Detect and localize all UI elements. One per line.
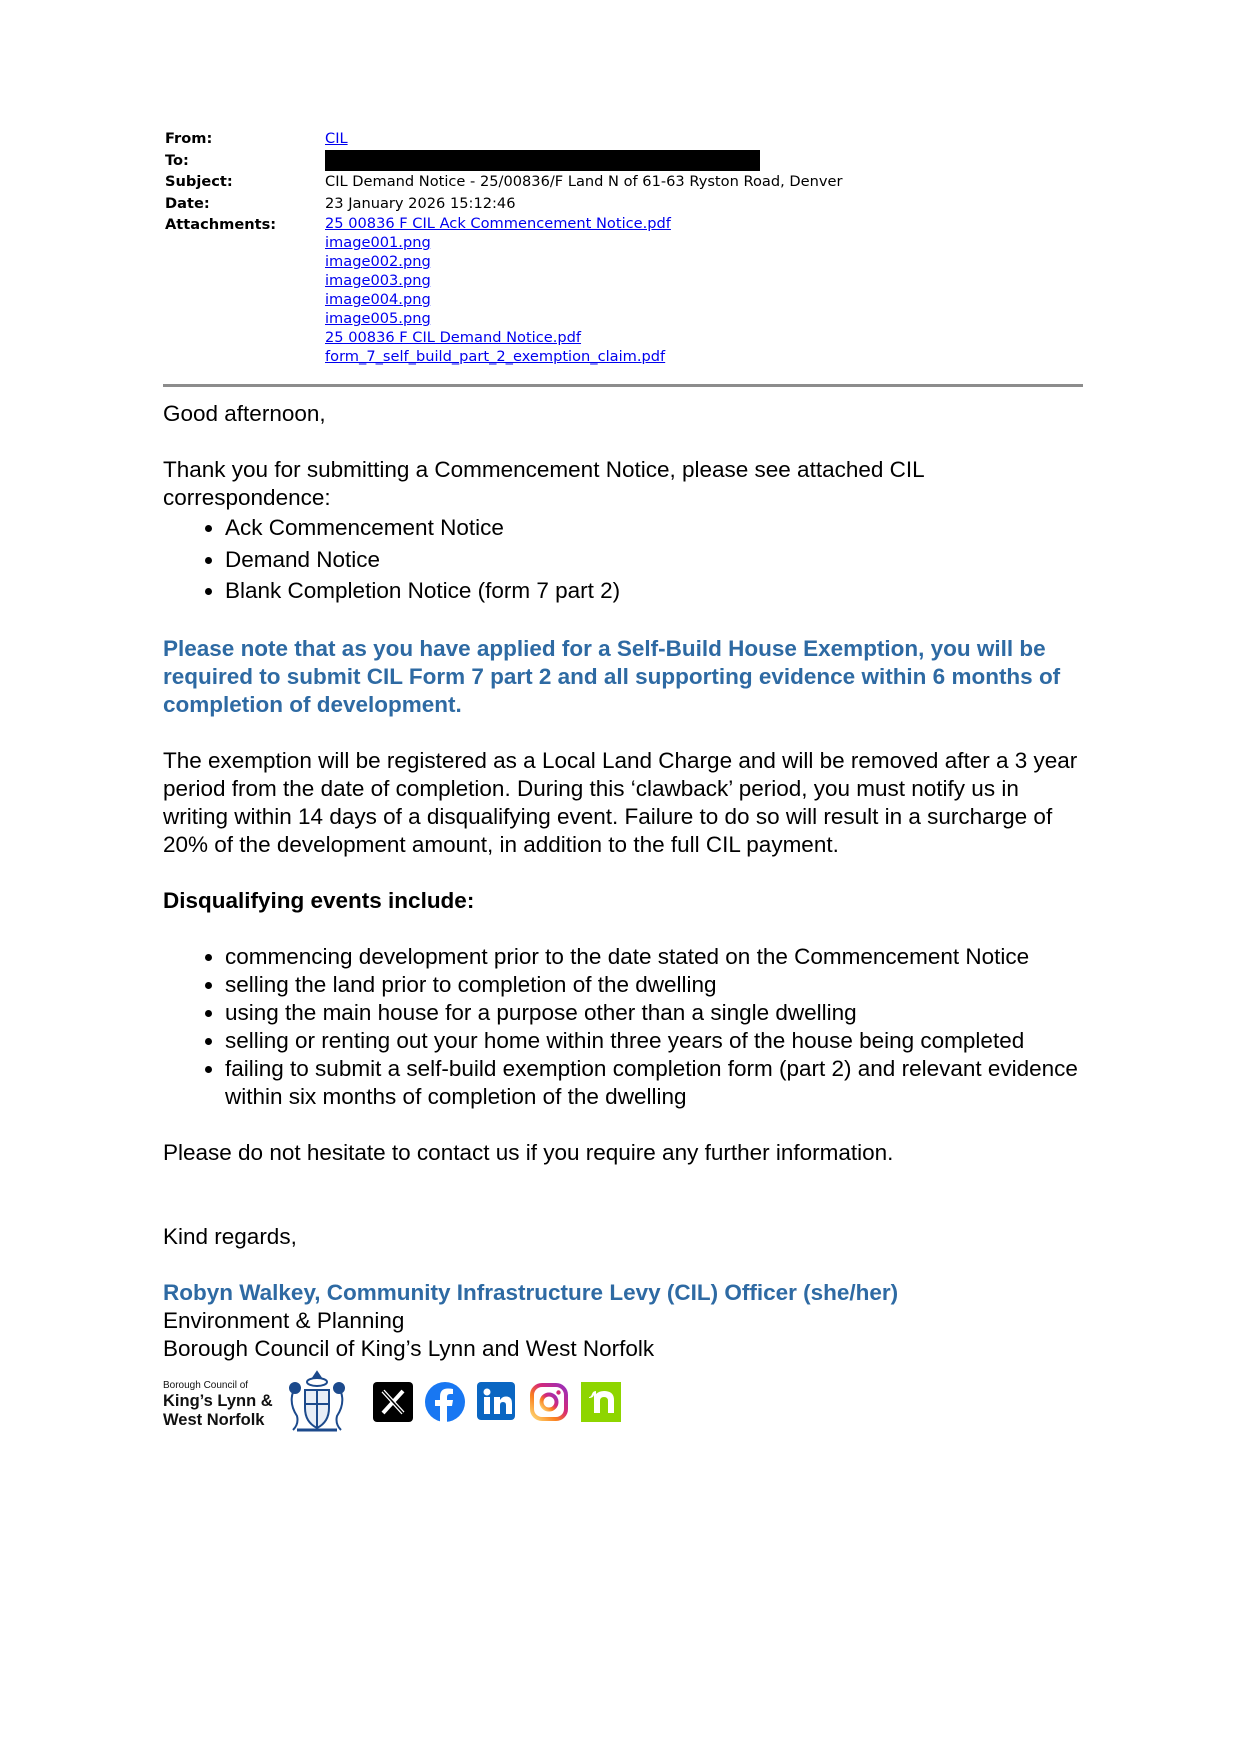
list-item: • using the main house for a purpose other than a single dwelling [225, 999, 1083, 1027]
council-logo-text [163, 1380, 273, 1430]
redacted-recipient [325, 150, 760, 171]
list-item: • Blank Completion Notice (form 7 part 2) [225, 575, 1083, 607]
from-link[interactable]: CIL [325, 130, 348, 147]
facebook-icon[interactable] [425, 1382, 465, 1427]
attachments-row [165, 214, 1085, 366]
council-logo-line3: West Norfolk [163, 1410, 265, 1429]
attachment-link[interactable]: image005.png [325, 310, 431, 327]
contact-paragraph: Please do not hesitate to contact us if you require any further information. [163, 1139, 894, 1165]
header-divider [163, 384, 1083, 387]
email-header [165, 128, 1085, 366]
coat-of-arms-icon [283, 1368, 351, 1441]
linkedin-icon[interactable] [477, 1382, 517, 1427]
attachment-link[interactable]: form_7_self_build_part_2_exemption_claim.pdf [325, 348, 666, 365]
disqualifying-heading: Disqualifying events include: [163, 887, 475, 913]
attachments-list [325, 214, 1085, 366]
subject-row [165, 171, 1085, 193]
list-item: • Ack Commencement Notice [225, 512, 1083, 544]
from-row [165, 128, 1085, 150]
list-item: • Demand Notice [225, 544, 1083, 576]
date-label: Date: [165, 194, 210, 212]
to-row [165, 150, 1085, 172]
council-logo-line1: Borough Council of [163, 1379, 249, 1391]
list-item: • failing to submit a self-build exemption completion form (part 2) and relevant evidence within six months of completion of the dwelling [225, 1055, 1083, 1111]
attachment-link[interactable]: image001.png [325, 234, 431, 251]
exemption-paragraph: The exemption will be registered as a Local Land Charge and will be removed after a 3 year period from the date of completion. During this ‘clawback’ period, you must notify us in writing within 14 days of a disqualifying event. Failure to do so will result in a surcharge of 20% of the development amount, in addition to the full CIL payment. [163, 747, 1078, 857]
attachments-label: Attachments: [165, 216, 277, 233]
social-links [373, 1382, 633, 1427]
to-label: To: [165, 151, 189, 169]
date-row [165, 193, 1085, 215]
attachment-link[interactable]: image004.png [325, 291, 431, 308]
signature-department: Environment & Planning [163, 1307, 405, 1333]
signature-name: Robyn Walkey, Community Infrastructure Levy (CIL) Officer (she/her) [163, 1279, 899, 1305]
signature-logos [163, 1368, 633, 1441]
x-icon[interactable] [373, 1382, 413, 1427]
list-item: • commencing development prior to the date stated on the Commencement Notice [225, 943, 1083, 971]
attachment-link[interactable]: 25 00836 F CIL Ack Commencement Notice.pdf [325, 215, 671, 232]
attachment-link[interactable]: 25 00836 F CIL Demand Notice.pdf [325, 329, 582, 346]
date-value: 23 January 2026 15:12:46 [325, 194, 516, 212]
attachment-link[interactable]: image003.png [325, 272, 431, 289]
attached-docs-list [163, 512, 1083, 607]
greeting: Good afternoon, [163, 401, 326, 426]
council-logo-line2: King’s Lynn & [163, 1391, 273, 1410]
email-body [163, 400, 1083, 1363]
signature-organisation: Borough Council of King’s Lynn and West Norfolk [163, 1335, 655, 1361]
self-build-notice: Please note that as you have applied for a Self-Build House Exemption, you will be required to submit CIL Form 7 part 2 and all supporting evidence within 6 months of completion of development. [163, 635, 1061, 717]
closing: Kind regards, [163, 1223, 297, 1249]
instagram-icon[interactable] [529, 1382, 569, 1427]
disqualifying-events-list [163, 943, 1083, 1111]
subject-value: CIL Demand Notice - 25/00836/F Land N of 61-63 Ryston Road, Denver [325, 173, 843, 190]
list-item: • selling or renting out your home within three years of the house being completed [225, 1027, 1083, 1055]
intro-paragraph: Thank you for submitting a Commencement Notice, please see attached CIL correspondence: [163, 457, 924, 510]
nextdoor-icon[interactable] [581, 1382, 621, 1427]
subject-label: Subject: [165, 173, 233, 190]
list-item: • selling the land prior to completion of the dwelling [225, 971, 1083, 999]
from-label: From: [165, 130, 213, 147]
attachment-link[interactable]: image002.png [325, 253, 431, 270]
